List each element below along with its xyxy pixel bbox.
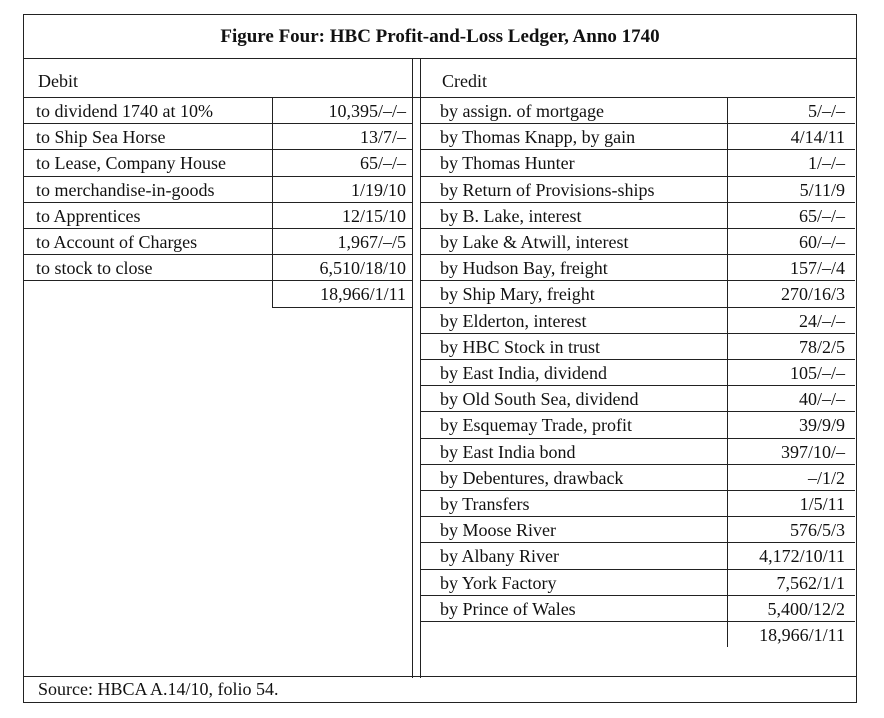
debit-row-label: to Lease, Company House xyxy=(36,153,226,174)
credit-row-label: by Albany River xyxy=(440,546,559,567)
credit-row-label: by East India, dividend xyxy=(440,363,607,383)
debit-amount-divider xyxy=(272,97,273,307)
ledger-table xyxy=(23,14,857,703)
source-note: Source: HBCA A.14/10, folio 54. xyxy=(24,676,856,702)
credit-row-label: by Lake & Atwill, interest xyxy=(440,232,629,252)
credit-row-label: by Elderton, interest xyxy=(440,310,587,331)
credit-row-amount: 60/–/– xyxy=(798,232,845,252)
debit-total-line xyxy=(272,307,412,308)
center-divider-left xyxy=(412,59,413,678)
credit-row-label: by Ship Mary, freight xyxy=(440,284,595,305)
credit-row-label: by B. Lake, interest xyxy=(440,205,582,226)
credit-row-label: by East India bond xyxy=(440,441,576,462)
debit-row-label: to Ship Sea Horse xyxy=(36,127,166,148)
debit-row-label: to Account of Charges xyxy=(36,232,198,252)
debit-row-amount: 12/15/10 xyxy=(341,205,406,226)
debit-row-amount: 13/7/– xyxy=(359,127,406,148)
center-divider-right xyxy=(420,59,421,678)
credit-row-amount: 270/16/3 xyxy=(780,284,845,305)
credit-row-amount: 576/5/3 xyxy=(789,520,845,541)
debit-row-amount: 65/–/– xyxy=(359,153,406,174)
credit-row-label: by Debentures, drawback xyxy=(440,467,624,488)
credit-row-amount: 397/10/– xyxy=(780,441,845,462)
debit-row-amount: 1/19/10 xyxy=(350,179,406,200)
credit-row-label: by Thomas Knapp, by gain xyxy=(440,127,636,148)
credit-row-label: by Old South Sea, dividend xyxy=(440,389,639,410)
debit-row-label: to Apprentices xyxy=(36,205,141,226)
credit-row-amount: 4/14/11 xyxy=(790,127,845,148)
credit-row-amount: 5,400/12/2 xyxy=(767,598,845,619)
debit-total: 18,966/1/11 xyxy=(320,284,406,305)
debit-row-label: to merchandise-in-goods xyxy=(36,179,215,200)
debit-header: Debit xyxy=(38,71,78,91)
credit-row-amount: –/1/2 xyxy=(807,467,845,488)
ledger-title: Figure Four: HBC Profit-and-Loss Ledger, Anno 1740 xyxy=(24,15,856,59)
credit-row-label: by assign. of mortgage xyxy=(440,101,604,121)
credit-row-amount: 65/–/– xyxy=(798,205,845,226)
debit-row-label: to stock to close xyxy=(36,258,153,279)
credit-amount-divider xyxy=(727,97,728,647)
credit-row-amount: 5/11/9 xyxy=(799,179,845,200)
debit-row-label: to dividend 1740 at 10% xyxy=(36,101,213,121)
credit-total: 18,966/1/11 xyxy=(759,625,845,645)
credit-row-label: by Return of Provisions-ships xyxy=(440,179,655,200)
credit-row-amount: 1/–/– xyxy=(807,153,845,174)
debit-row-amount: 6,510/18/10 xyxy=(319,258,406,279)
credit-row-amount: 40/–/– xyxy=(798,389,845,410)
credit-row-amount: 39/9/9 xyxy=(798,415,845,436)
credit-row-amount: 24/–/– xyxy=(798,310,845,331)
credit-row-amount: 157/–/4 xyxy=(789,258,845,279)
credit-row-amount: 4,172/10/11 xyxy=(759,546,845,567)
credit-row-label: by Prince of Wales xyxy=(440,598,576,619)
credit-row-label: by York Factory xyxy=(440,572,557,593)
credit-row-label: by HBC Stock in trust xyxy=(440,336,601,357)
credit-row-amount: 1/5/11 xyxy=(799,494,845,514)
debit-row-amount: 1,967/–/5 xyxy=(337,232,406,252)
credit-row-amount: 5/–/– xyxy=(807,101,845,121)
credit-row-label: by Moose River xyxy=(440,520,556,541)
credit-row-label: by Thomas Hunter xyxy=(440,153,575,174)
debit-row-amount: 10,395/–/– xyxy=(328,101,406,121)
credit-row-amount: 78/2/5 xyxy=(798,336,845,357)
credit-row-label: by Hudson Bay, freight xyxy=(440,258,608,279)
credit-row-label: by Esquemay Trade, profit xyxy=(440,415,632,436)
credit-header: Credit xyxy=(442,71,487,91)
credit-row-label: by Transfers xyxy=(440,494,530,514)
credit-row-amount: 7,562/1/1 xyxy=(776,572,845,593)
credit-row-amount: 105/–/– xyxy=(789,363,845,383)
